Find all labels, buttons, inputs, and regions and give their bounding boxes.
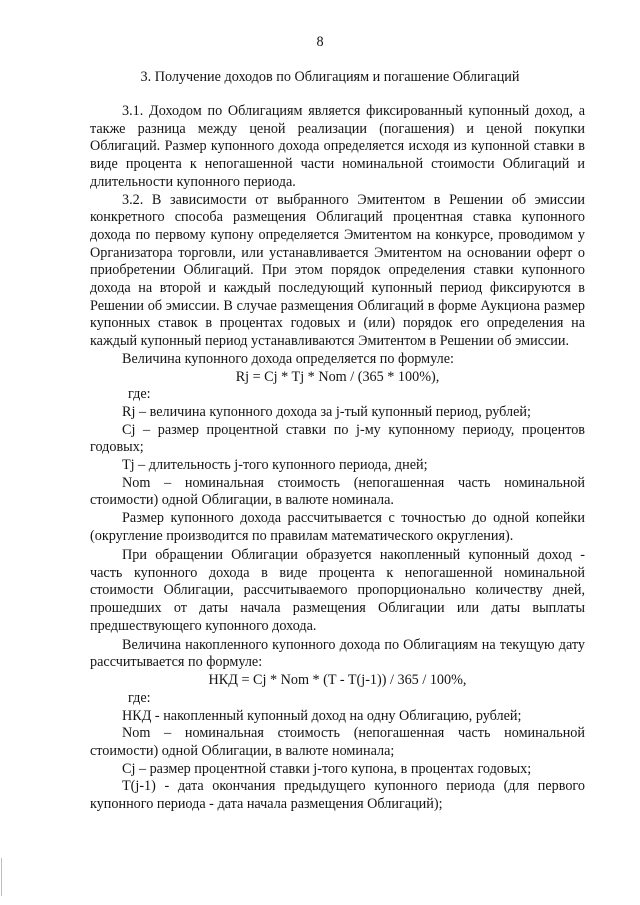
- section-title: 3. Получение доходов по Облигациям и погашение Облигаций: [140, 69, 520, 85]
- paragraph-3-1: 3.1. Доходом по Облигациям является фиксированный купонный доход, а также разница между ценой реализации (погашения) и ценой покупки Облигаций. Размер купонного дохода определяется исходя из купонной ставки в виде процента к непогашенной части номинальной стоимости Облигаций и длительности купонного периода.: [90, 103, 585, 190]
- definition-tj-1: T(j-1) - дата окончания предыдущего купонного периода (для первого купонного периода - дата начала размещения Облигаций);: [90, 778, 585, 813]
- definition-rj: Rj – величина купонного дохода за j-тый купонный период, рублей;: [122, 403, 531, 420]
- definition-tj: Tj – длительность j-того купонного периода, дней;: [122, 457, 428, 474]
- definition-nom-2: Nom – номинальная стоимость (непогашенная часть номинальной стоимости) одной Облигации, в валюте номинала;: [90, 725, 585, 759]
- document-body: [90, 103, 585, 814]
- scan-edge-mark: [1, 858, 2, 896]
- rounding-paragraph: Размер купонного дохода рассчитывается с точностью до одной копейки (округление производится по правилам математического округления).: [90, 510, 585, 544]
- paragraph-3-2: 3.2. В зависимости от выбранного Эмитентом в Решении об эмиссии конкретного способа размещения Облигаций процентная ставка купонного дохода по первому купону определяется Эмитентом на конкурсе, проводимом у Организатора торговли, или устанавливается Эмитентом на основании оферт о приобретении Облигаций. При этом порядок определения ставки купонного дохода на второй и каждый последующий купонный период фиксируются в Решении об эмиссии. В случае размещения Облигаций в форме Аукциона размер купонных ставок в процентах годовых и (или) порядок его определения на каждый купонный период устанавливаются Эмитентом в Решении об эмиссии.: [90, 191, 585, 350]
- definition-nom: Nom – номинальная стоимость (непогашенная часть номинальной стоимости) одной Облигации, в валюте номинала.: [90, 474, 585, 509]
- formula-intro: Величина купонного дохода определяется по формуле:: [122, 350, 454, 367]
- accrued-formula-intro: Величина накопленного купонного дохода по Облигациям на текущую дату рассчитывается по формуле:: [90, 636, 585, 671]
- where-label-2: где:: [128, 689, 151, 706]
- definition-cj-2: Cj – размер процентной ставки j-того купона, в процентах годовых;: [122, 760, 532, 777]
- accrued-income-paragraph: При обращении Облигации образуется накопленный купонный доход - часть купонного дохода в виде процента к непогашенной номинальной стоимости Облигации, рассчитываемого пропорционально количеству дней, прошедших от даты начала размещения Облигации или даты выплаты предшествующего купонного дохода.: [90, 546, 585, 634]
- definition-nkd: НКД - накопленный купонный доход на одну Облигацию, рублей;: [122, 707, 522, 724]
- coupon-income-formula: Rj = Cj * Tj * Nom / (365 * 100%),: [235, 368, 440, 385]
- accrued-income-formula: НКД = Cj * Nom * (T - T(j-1)) / 365 / 100%,: [208, 672, 467, 689]
- where-label: где:: [128, 386, 151, 403]
- page-number: 8: [316, 34, 324, 50]
- definition-cj: Cj – размер процентной ставки по j-му купонному периоду, процентов годовых;: [90, 421, 585, 456]
